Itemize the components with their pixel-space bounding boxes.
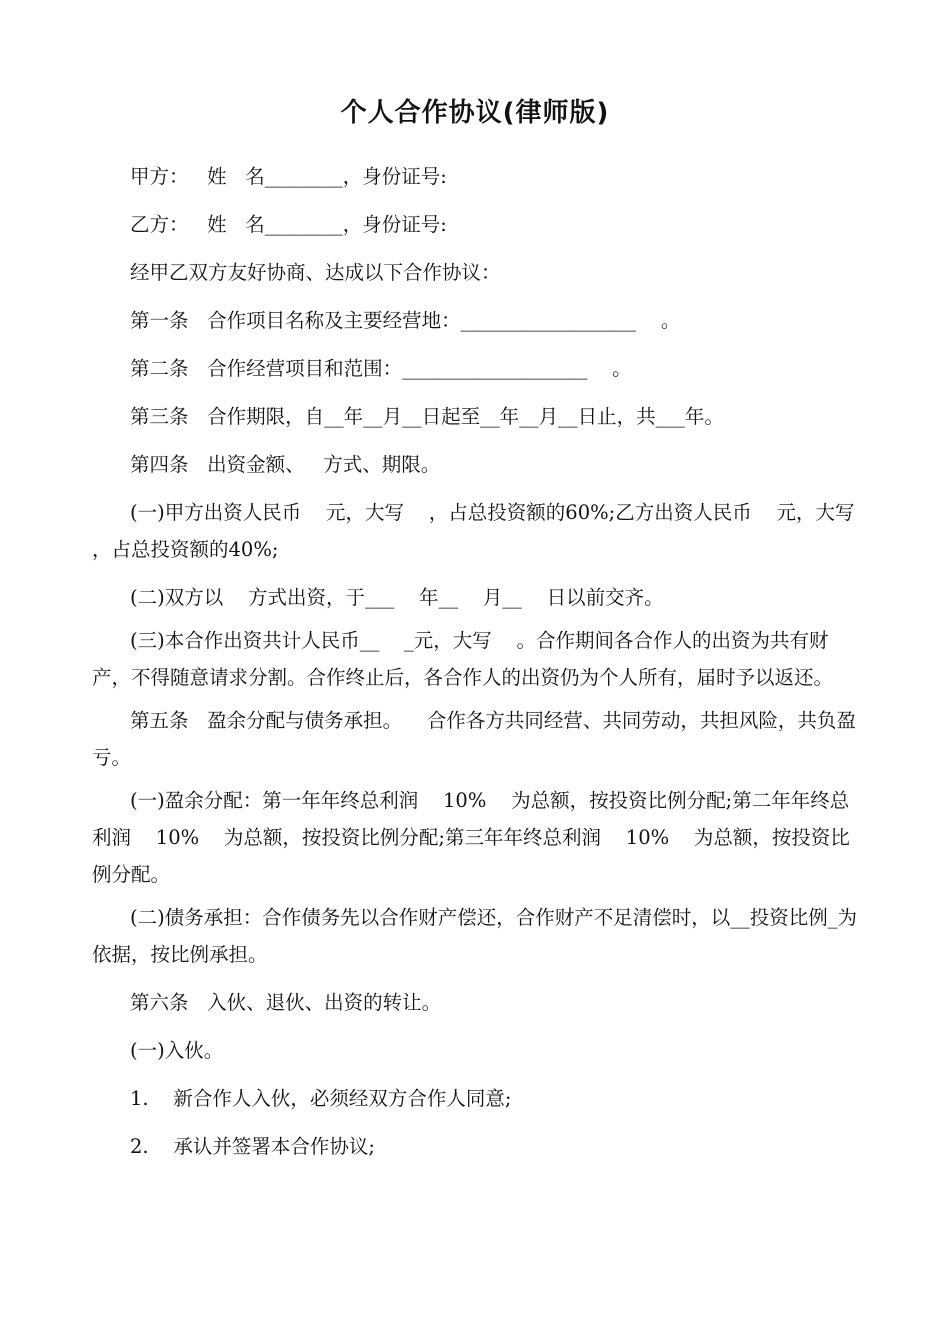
article-2: 第二条 合作经营项目和范围：___________________ 。: [130, 357, 632, 380]
article-3: 第三条 合作期限，自__年__月__日起至__年__月__日止，共___年。: [130, 405, 724, 428]
article-6: 第六条 入伙、退伙、出资的转让。: [130, 991, 442, 1014]
article-5-clause-1: (一)盈余分配：第一年年终总利润 10% 为总额，按投资比例分配;第二年年终总利润 10% 为总额，按投资比例分配;第三年年终总利润 10% 为总额，按投资比例分配。: [92, 789, 850, 886]
article-6-item-1: 1. 新合作人入伙，必须经双方合作人同意;: [130, 1087, 512, 1110]
article-4-clause-3: (三)本合作出资共计人民币__ _元，大写 。合作期间各合作人的出资为共有财产，不得随意请求分割。合作终止后，各合作人的出资仍为个人所有，届时予以返还。: [92, 629, 834, 689]
article-4-clause-2: (二)双方以 方式出资，于___ 年__ 月__ 日以前交齐。: [130, 586, 664, 609]
article-4-clause-1: (一)甲方出资人民币 元，大写 ，占总投资额的60%;乙方出资人民币 元，大写 ，占总投资额的40%;: [92, 501, 880, 561]
article-6-item-2: 2. 承认并签署本合作协议;: [130, 1135, 375, 1158]
article-1: 第一条 合作项目名称及主要经营地：__________________ 。: [130, 309, 681, 332]
document-body: [92, 158, 880, 1165]
preamble-paragraph: 经甲乙双方友好协商、达成以下合作协议：: [130, 261, 501, 284]
party-a-line: 甲方： 姓 名________，身份证号:: [130, 165, 447, 188]
article-5: 第五条 盈余分配与债务承担。 合作各方共同经营、共同劳动，共担风险，共负盈亏。: [92, 709, 856, 769]
article-5-clause-2: (二)债务承担：合作债务先以合作财产偿还，合作财产不足清偿时，以__投资比例_为依据，按比例承担。: [92, 906, 857, 966]
document-title: 个人合作协议(律师版): [340, 98, 610, 128]
article-6-clause-1: (一)入伙。: [130, 1039, 224, 1062]
article-4: 第四条 出资金额、 方式、期限。: [130, 453, 441, 476]
party-b-line: 乙方： 姓 名________，身份证号:: [130, 213, 447, 236]
